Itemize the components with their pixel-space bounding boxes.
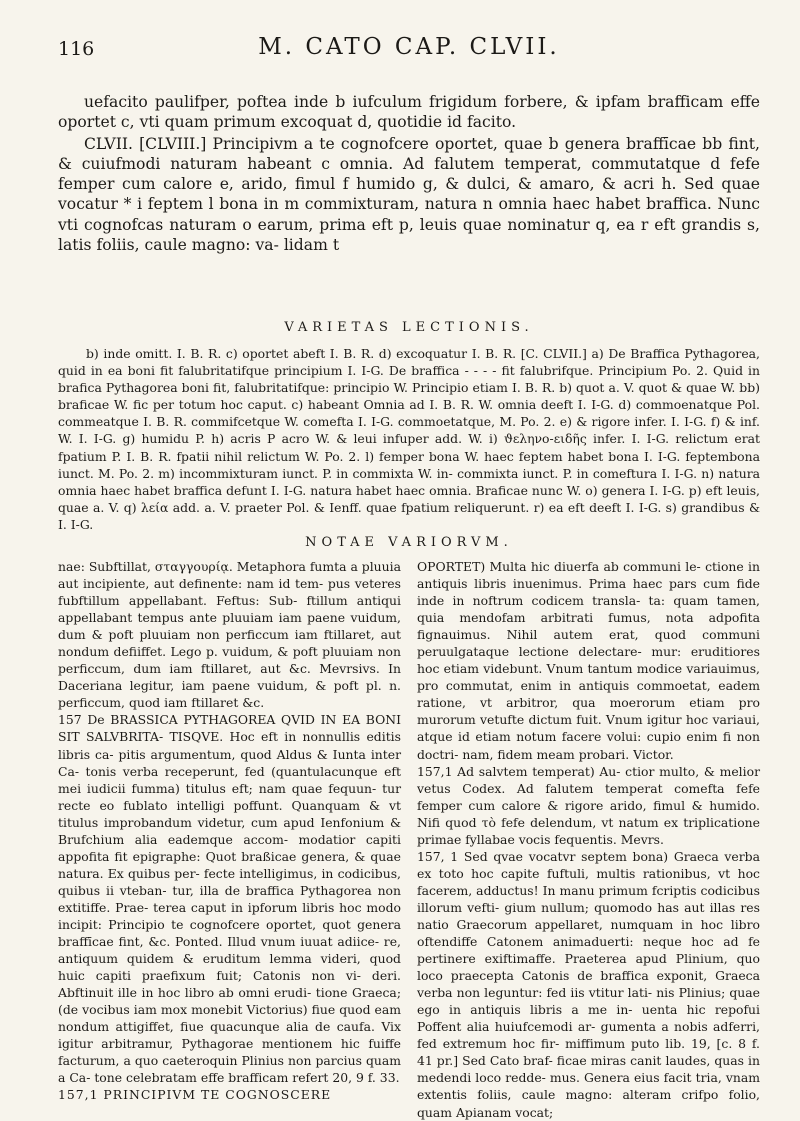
notes-left-column [58,558,401,1103]
running-title: M. CATO CAP. CLVII. [258,34,560,60]
main-paragraph: CLVII. [CLVIII.] Principivm a te cognofcere oportet, quae b genera braffīcae bb fint, & cuiufmodi naturam habeant c omnia. Ad falutem temperat, commutatque d fefe femper cum calore e, arido, fimul f humido g, & dulci, & amaro, & acri h. Sed quae vocatur * i feptem l bona in m commixturam, natura n omnia haec habet braffica. Nunc vti cognofcas naturam o earum, prima eft p, leuis quae nominatur q, ea r eft grandis s, latis foliis, caule magno: va- lidam t [58,134,760,255]
notes-columns [58,558,760,1120]
variant-readings [58,345,760,533]
note-paragraph: 157,1 Ad salvtem temperat) Au- ctior multo, & melior vetus Codex. Ad falutem temperat comefta fefe femper cum calore & rigore arido, fimul & humido. Nifi quod τὸ fefe delendum, vt natum ex triplicatione primae fyllabae vocis fequentis. Mevrs. [417,763,760,847]
note-paragraph: OPORTET) Multa hic diuerfa ab communi le- ctione in antiquis libris inuenimus. Prima haec pars cum fide inde in noftrum codicem transla- ta: quam tamen, quia mendofam arbitrati fumus, nota adpofita fignauimus. Nihil autem erat, quod communi peruulgataque lectione delectare- mur: eruditiores hoc etiam videbunt. Vnum tantum modice variauimus, pro commutat, enim in antiquis commoetat, eadem ratione, vt arbitror, qua moerorum etiam pro murorum vetufte dictum fuit. Vnum igitur hoc variaui, atque id etiam notum facere volui: cupio enim fi non doctri- nam, fidem meam probari. Victor. [417,559,760,762]
note-paragraph: nae: Subftillat, σταγγουρίᾳ. Metaphora fumta a pluuia aut incipiente, aut definente: nam id tem- pus veteres fubftillum appellabant. Feftus: Sub- ftillum antiqui appellabant tempus ante pluuiam iam paene vuidum, dum & poft pluuiam non perficcum iam ftillaret, aut nondum defiiffet. Lego p. vuidum, & poft pluuiam non perficcum, dum iam ftillaret, aut &c. Mevrsivs. In Daceriana legitur, iam paene vuidum, & poft pl. n. perficcum, quod iam ftillaret &c. [58,559,401,711]
variants-heading: VARIETAS LECTIONIS. [284,320,534,335]
page-header [58,34,760,68]
main-paragraph: uefacito paulifper, poftea inde b iufculum frigidum forbere, & ipfam brafficam effe oportet c, vti quam primum excoquat d, quotidie id facito. [58,93,760,132]
note-paragraph: 157, 1 Sed qvae vocatvr septem bona) Graeca verba ex toto hoc capite fuftuli, multis rationibus, vt hoc facerem, adductus! In manu primum fcriptis codicibus illorum vefti- gium nullum; quomodo has aut illas res natio Graecorum appellaret, numquam in hoc libro oftendiffe Catonem animaduerti: neque hoc ad fe pertinere exiftimaffe. Praeterea apud Plinium, quo loco praecepta Catonis de braffica exponit, Graeca verba non leguntur: fed iis vtitur lati- nis Plinius; quae ego in antiquis libris a me in- uenta hic repofui Poffent alia huiufcemodi ar- gumenta a nobis adferri, fed extremum hoc fir- miffimum puto lib. 19, [c. 8 f. 41 pr.] Sed Cato braf- ficae miras canit laudes, quas in medendi loco redde- mus. Genera eius facit tria, vnam extentis foliis, caule magno: alteram crifpo folio, quam Apianam vocat; [417,848,760,1120]
notes-right-column [417,558,760,1120]
page-number: 116 [58,38,95,60]
notes-heading: NOTAE VARIORVM. [305,535,513,550]
note-lemma: 157,1 PRINCIPIVM TE COGNOSCERE [58,1087,332,1103]
note-paragraph: 157 De BRASSICA PYTHAGOREA QVID IN EA BONI SIT SALVBRITA- TISQVE. Hoc eft in nonnullis editis libris ca- pitis argumentum, quod Aldus & Iunta inter Ca- tonis verba receperunt, fed (quantulacunque eft mei iudicii fumma) titulus eft; nam quae fequun- tur recte eo fublato intelligi poffunt. Quanquam & vt titulus improbandum videtur, cum apud Ienfonium & Brufchium alia eademque accom- modatior capiti appofita fit epigraphe: Quot braßicae genera, & quae natura. Ex quibus per- fecte intelligimus, in codicibus, quibus ii vteban- tur, illa de braffica Pythagorea non extitiffe. Prae- terea caput in ipforum libris hoc modo incipit: Principio te cognofcere oportet, quot genera braffīcae fint, &c. Ponted. Illud vnum iuuat adiice- re, antiquum quidem & eruditum lemma videri, quod huic capiti praefixum fuit; Catonis non vi- deri. Abftinuit ille in hoc libro ab omni erudi- tione Graeca; (de vocibus iam mox monebit Victorius) fiue quod eam nondum attigiffet, fiue quacunque alia de caufa. Vix igitur arbitramur, Pythagorae mentionem hic fuiffe facturum, a quo caeteroquin Plinius non parcius quam a Ca- tone celebratam effe brafficam refert 20, 9 f. 33. [58,712,401,1086]
variant-text: b) inde omitt. I. B. R. c) oportet abeft I. B. R. d) excoquatur I. B. R. [C. CLVII.] a) De Braffica Pythagorea, quid in ea boni fit falubritatifque principium I. I-G. De braffica - - - - fit falubrifque. Principium Po. 2. Quid in brafica Pythagorea boni fit, falubritatifque: principio W. Principio etiam I. B. R. b) quot a. V. quot & quae W. bb) braficae W. fic per totum hoc caput. c) habeant Omnia ad I. B. R. W. omnia deeft I. I-G. d) commoenatque Pol. commeatque I. B. R. commifcetque W. comefta I. I-G. commoetatque, M. Po. 2. e) & rigore infer. I. I-G. f) & inf. W. I. I-G. g) humidu P. h) acris P acro W. & leui infuper add. W. i) ϑεληνο-ειδῆς infer. I. I-G. relictum erat fpatium P. I. B. R. fpatii nihil relictum W. Po. 2. l) femper bona W. haec feptem habet bona I. I-G. feptembona iunct. M. Po. 2. m) incommixturam iunct. P. in commixta W. in- commixta iunct. P. in comeftura I. I-G. n) natura omnia haec habet braffica defunt I. I-G. natura habet haec omnia. Braficae nunc W. o) genera I. I-G. p) eft leuis, quae a. V. q) λεία add. a. V. praeter Pol. & Ienff. quae fpatium reliquerunt. r) ea eft deeft I. I-G. s) grandibus & I. I-G. [58,346,760,532]
main-text [58,92,760,255]
